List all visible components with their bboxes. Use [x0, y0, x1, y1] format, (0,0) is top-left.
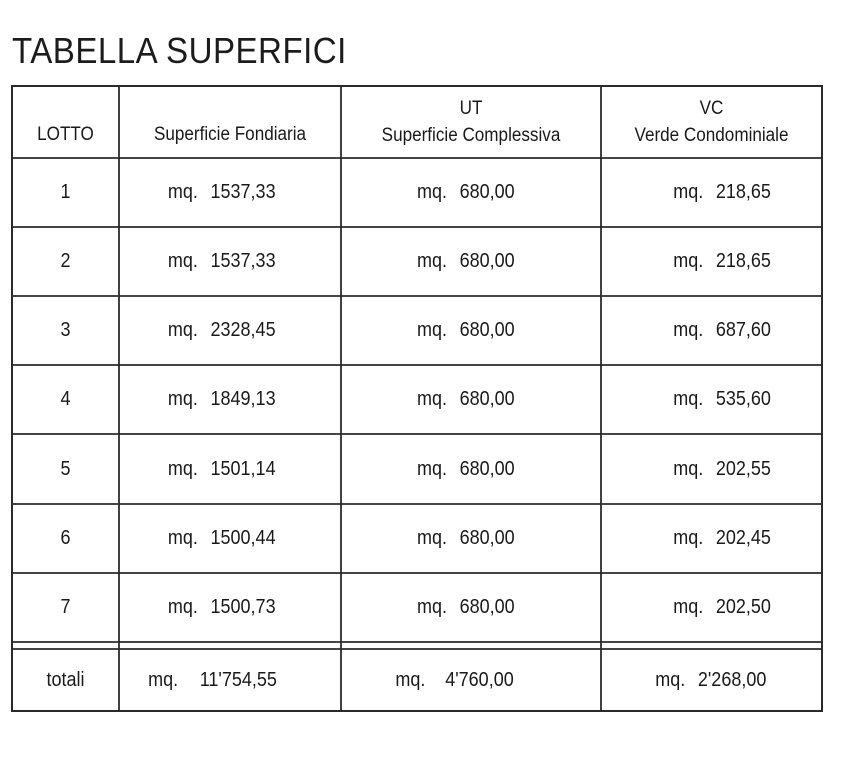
ut-value: 680,00: [459, 596, 515, 618]
sf-cell: [130, 504, 330, 573]
vc-unit: mq.: [673, 457, 704, 480]
ut-unit: mq.: [417, 250, 448, 272]
totals-sf-value: 11'754,55: [199, 668, 277, 691]
lotto-cell: [17, 434, 113, 504]
vc-value: 687,60: [715, 319, 771, 341]
ut-cell: [354, 227, 588, 296]
sf-value: 1500,73: [210, 596, 276, 618]
sf-unit: mq.: [167, 388, 198, 410]
sf-value: 1537,33: [210, 181, 276, 203]
sf-unit: mq.: [167, 457, 198, 480]
sf-value: 1849,13: [210, 388, 276, 410]
ut-value: 680,00: [459, 181, 515, 203]
sf-value: 1500,44: [210, 527, 276, 549]
totals-vc-unit: mq.: [655, 668, 686, 691]
lotto-cell: [17, 504, 113, 573]
ut-value: 680,00: [459, 319, 515, 341]
header-ut: [354, 86, 588, 158]
ut-value: 680,00: [459, 250, 515, 272]
sf-unit: mq.: [167, 527, 198, 549]
lotto-cell: [17, 573, 113, 642]
vc-value: 202,50: [715, 596, 771, 618]
vc-cell: [612, 434, 811, 504]
lotto-value: 3: [60, 319, 71, 341]
header-sf-label: Superficie Fondiaria: [153, 124, 307, 145]
page-title: TABELLA SUPERFICI: [12, 30, 347, 71]
vc-cell: [612, 227, 811, 296]
totals-sf-unit: mq.: [148, 668, 179, 691]
lotto-cell: [17, 365, 113, 434]
sf-unit: mq.: [167, 596, 198, 618]
lotto-value: 4: [60, 388, 71, 410]
vc-value: 202,45: [715, 527, 771, 549]
totals-ut-value: 4'760,00: [445, 668, 514, 691]
sf-unit: mq.: [167, 181, 198, 203]
vc-value: 535,60: [715, 388, 771, 410]
vc-value: 218,65: [715, 250, 771, 272]
vc-cell: [612, 296, 811, 365]
totals-ut-cell: [354, 649, 588, 711]
header-ut-label: Superficie Complessiva: [381, 125, 561, 146]
totals-vc-cell: [612, 649, 811, 711]
vc-unit: mq.: [673, 319, 704, 341]
vc-value: 218,65: [715, 181, 771, 203]
lotto-value: 6: [60, 527, 71, 549]
ut-cell: [354, 158, 588, 227]
sf-value: 2328,45: [210, 319, 276, 341]
vc-unit: mq.: [673, 250, 704, 272]
header-vc-label: Verde Condominiale: [634, 125, 789, 146]
sf-cell: [130, 573, 330, 642]
header-vc-code: VC: [699, 98, 724, 119]
sf-cell: [130, 227, 330, 296]
ut-cell: [354, 365, 588, 434]
sf-cell: [130, 434, 330, 504]
ut-unit: mq.: [417, 181, 448, 203]
ut-value: 680,00: [459, 457, 515, 480]
lotto-cell: [17, 227, 113, 296]
ut-cell: [354, 296, 588, 365]
totals-vc-value: 2'268,00: [697, 668, 767, 691]
lotto-cell: [17, 296, 113, 365]
ut-value: 680,00: [459, 388, 515, 410]
ut-unit: mq.: [417, 527, 448, 549]
totals-ut-unit: mq.: [395, 668, 426, 691]
ut-unit: mq.: [417, 388, 448, 410]
totals-sf-cell: [130, 649, 330, 711]
lotto-value: 7: [60, 596, 71, 618]
lotto-cell: [17, 158, 113, 227]
vc-cell: [612, 573, 811, 642]
ut-value: 680,00: [459, 527, 515, 549]
sf-value: 1501,14: [210, 457, 276, 480]
sf-cell: [130, 296, 330, 365]
lotto-value: 2: [60, 250, 71, 272]
header-ut-code: UT: [459, 98, 483, 119]
totals-label: totali: [46, 668, 85, 691]
sf-cell: [130, 158, 330, 227]
sf-unit: mq.: [167, 250, 198, 272]
lotto-value: 5: [60, 457, 71, 480]
ut-cell: [354, 434, 588, 504]
vc-value: 202,55: [715, 457, 771, 480]
sf-unit: mq.: [167, 319, 198, 341]
lotto-value: 1: [60, 181, 71, 203]
header-lotto-label: LOTTO: [37, 124, 94, 145]
vc-unit: mq.: [673, 388, 704, 410]
ut-cell: [354, 573, 588, 642]
ut-cell: [354, 504, 588, 573]
vc-unit: mq.: [673, 596, 704, 618]
sf-cell: [130, 365, 330, 434]
ut-unit: mq.: [417, 596, 448, 618]
vc-unit: mq.: [673, 527, 704, 549]
ut-unit: mq.: [417, 319, 448, 341]
vc-cell: [612, 365, 811, 434]
header-lotto: [17, 86, 113, 158]
vc-unit: mq.: [673, 181, 704, 203]
header-vc: [612, 86, 811, 158]
ut-unit: mq.: [417, 457, 448, 480]
sf-value: 1537,33: [210, 250, 276, 272]
header-superficie-fondiaria: [130, 86, 330, 158]
vc-cell: [612, 158, 811, 227]
vc-cell: [612, 504, 811, 573]
